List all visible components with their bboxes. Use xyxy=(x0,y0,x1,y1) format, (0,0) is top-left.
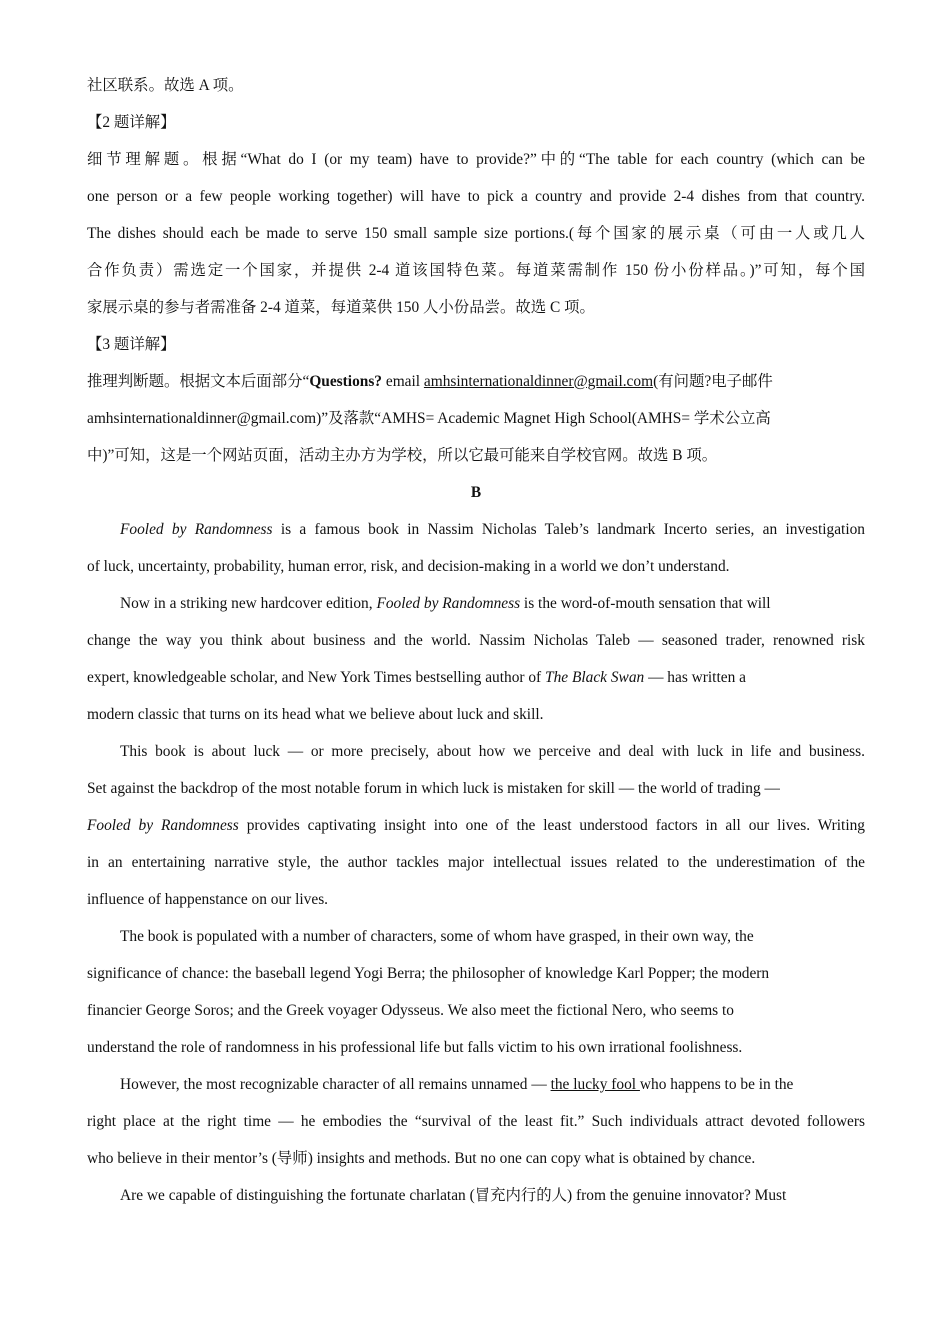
text-line xyxy=(87,403,865,440)
text-line xyxy=(87,1032,865,1069)
text-segment: However, the most recognizable character of all remains unnamed — xyxy=(120,1076,551,1093)
text-segment: 【2 题详解】 xyxy=(87,114,176,131)
text-segment: Now in a striking new hardcover edition, xyxy=(120,595,377,612)
text-segment: in an entertaining narrative style, the author tackles major intellectual issues related to the underestimation of the xyxy=(87,854,865,871)
text-segment: change the way you think about business and the world. Nassim Nicholas Taleb — seasoned trader, renowned risk xyxy=(87,632,865,649)
text-line xyxy=(87,958,865,995)
text-segment: right place at the right time — he embodies the “survival of the least fit.” Such individuals attract devoted followers xyxy=(87,1113,865,1130)
text-segment: This book is about luck — or more precisely, about how we perceive and deal with luck in life and business. xyxy=(120,743,865,760)
text-line xyxy=(87,625,865,662)
text-line xyxy=(87,329,865,366)
text-segment: The dishes should each be made to serve 150 small sample size portions.(每个国家的展示桌（可由一人或几人 xyxy=(87,225,865,242)
text-segment: The book is populated with a number of characters, some of whom have grasped, in their own way, the xyxy=(120,928,754,945)
text-segment: 合作负责）需选定一个国家，并提供 2-4 道该国特色菜。每道菜需制作 150 份小份样品。)”可知，每个国 xyxy=(87,262,865,279)
text-segment: modern classic that turns on its head what we believe about luck and skill. xyxy=(87,706,544,723)
text-line xyxy=(87,551,865,588)
text-segment: expert, knowledgeable scholar, and New York Times bestselling author of xyxy=(87,669,546,686)
text-segment: B xyxy=(470,484,482,501)
text-segment: Set against the backdrop of the most notable forum in which luck is mistaken for skill — the world of trading — xyxy=(87,780,780,797)
text-line xyxy=(87,884,865,921)
text-segment: understand the role of randomness in his professional life but falls victim to his own irrational foolishness. xyxy=(87,1039,743,1056)
text-segment: 【3 题详解】 xyxy=(87,336,176,353)
text-segment: 社区联系。故选 A 项。 xyxy=(87,77,244,94)
text-line xyxy=(87,440,865,477)
text-line xyxy=(87,847,865,884)
text-segment: (有问题?电子邮件 xyxy=(653,373,773,390)
underlined-text: the lucky fool xyxy=(550,1076,640,1093)
text-line xyxy=(87,995,865,1032)
text-line xyxy=(87,921,865,958)
text-segment: email xyxy=(382,373,424,390)
italic-title: Fooled by Randomness xyxy=(376,595,521,612)
text-line xyxy=(87,218,865,255)
text-line xyxy=(87,514,865,551)
text-line xyxy=(87,1069,865,1106)
text-line xyxy=(87,181,865,218)
text-line xyxy=(87,1106,865,1143)
bold-text: Questions? xyxy=(309,373,383,390)
italic-title: The Black Swan xyxy=(545,669,645,686)
text-line xyxy=(87,477,865,514)
text-line xyxy=(87,1180,865,1217)
underlined-text: amhsinternationaldinner@gmail.com xyxy=(423,373,654,390)
text-segment: 推理判断题。根据文本后面部分“ xyxy=(87,373,310,390)
text-line xyxy=(87,292,865,329)
text-segment: 家展示桌的参与者需准备 2-4 道菜，每道菜供 150 人小份品尝。故选 C 项。 xyxy=(87,299,595,316)
text-segment: significance of chance: the baseball legend Yogi Berra; the philosopher of knowledge Karl Popper; the modern xyxy=(87,965,770,982)
text-segment: Are we capable of distinguishing the fortunate charlatan (冒充内行的人) from the genuine innovator? Must xyxy=(120,1187,787,1204)
text-line xyxy=(87,366,865,403)
text-line xyxy=(87,107,865,144)
text-segment: is a famous book in Nassim Nicholas Taleb’s landmark Incerto series, an investigation xyxy=(272,521,865,538)
text-line xyxy=(87,736,865,773)
text-line xyxy=(87,773,865,810)
text-segment: who happens to be in the xyxy=(639,1076,794,1093)
text-line xyxy=(87,810,865,847)
text-line xyxy=(87,588,865,625)
text-line xyxy=(87,699,865,736)
text-segment: is the word-of-mouth sensation that will xyxy=(520,595,771,612)
document-page xyxy=(87,70,865,1217)
text-line xyxy=(87,255,865,292)
text-segment: amhsinternationaldinner@gmail.com)”及落款“AMHS= Academic Magnet High School(AMHS= 学术公立高 xyxy=(87,410,771,427)
text-line xyxy=(87,70,865,107)
text-segment: influence of happenstance on our lives. xyxy=(87,891,329,908)
text-segment: one person or a few people working together) will have to pick a country and provide 2-4 dishes from that country. xyxy=(87,188,865,205)
text-line xyxy=(87,1143,865,1180)
text-segment: 细节理解题。根据“What do I (or my team) have to provide?”中的“The table for each country (which can be xyxy=(87,151,865,168)
italic-title: Fooled by Randomness xyxy=(87,817,239,834)
italic-title: Fooled by Randomness xyxy=(120,521,273,538)
text-segment: — has written a xyxy=(644,669,746,686)
text-segment: provides captivating insight into one of the least understood factors in all our lives. Writing xyxy=(238,817,865,834)
text-segment: who believe in their mentor’s (导师) insights and methods. But no one can copy what is obtained by chance. xyxy=(87,1150,756,1167)
text-segment: 中)”可知，这是一个网站页面，活动主办方为学校，所以它最可能来自学校官网。故选 B 项。 xyxy=(87,447,718,464)
text-segment: financier George Soros; and the Greek voyager Odysseus. We also meet the fictional Nero, who seems to xyxy=(87,1002,734,1019)
text-line xyxy=(87,662,865,699)
text-line xyxy=(87,144,865,181)
text-segment: of luck, uncertainty, probability, human error, risk, and decision-making in a world we don’t understand. xyxy=(87,558,730,575)
